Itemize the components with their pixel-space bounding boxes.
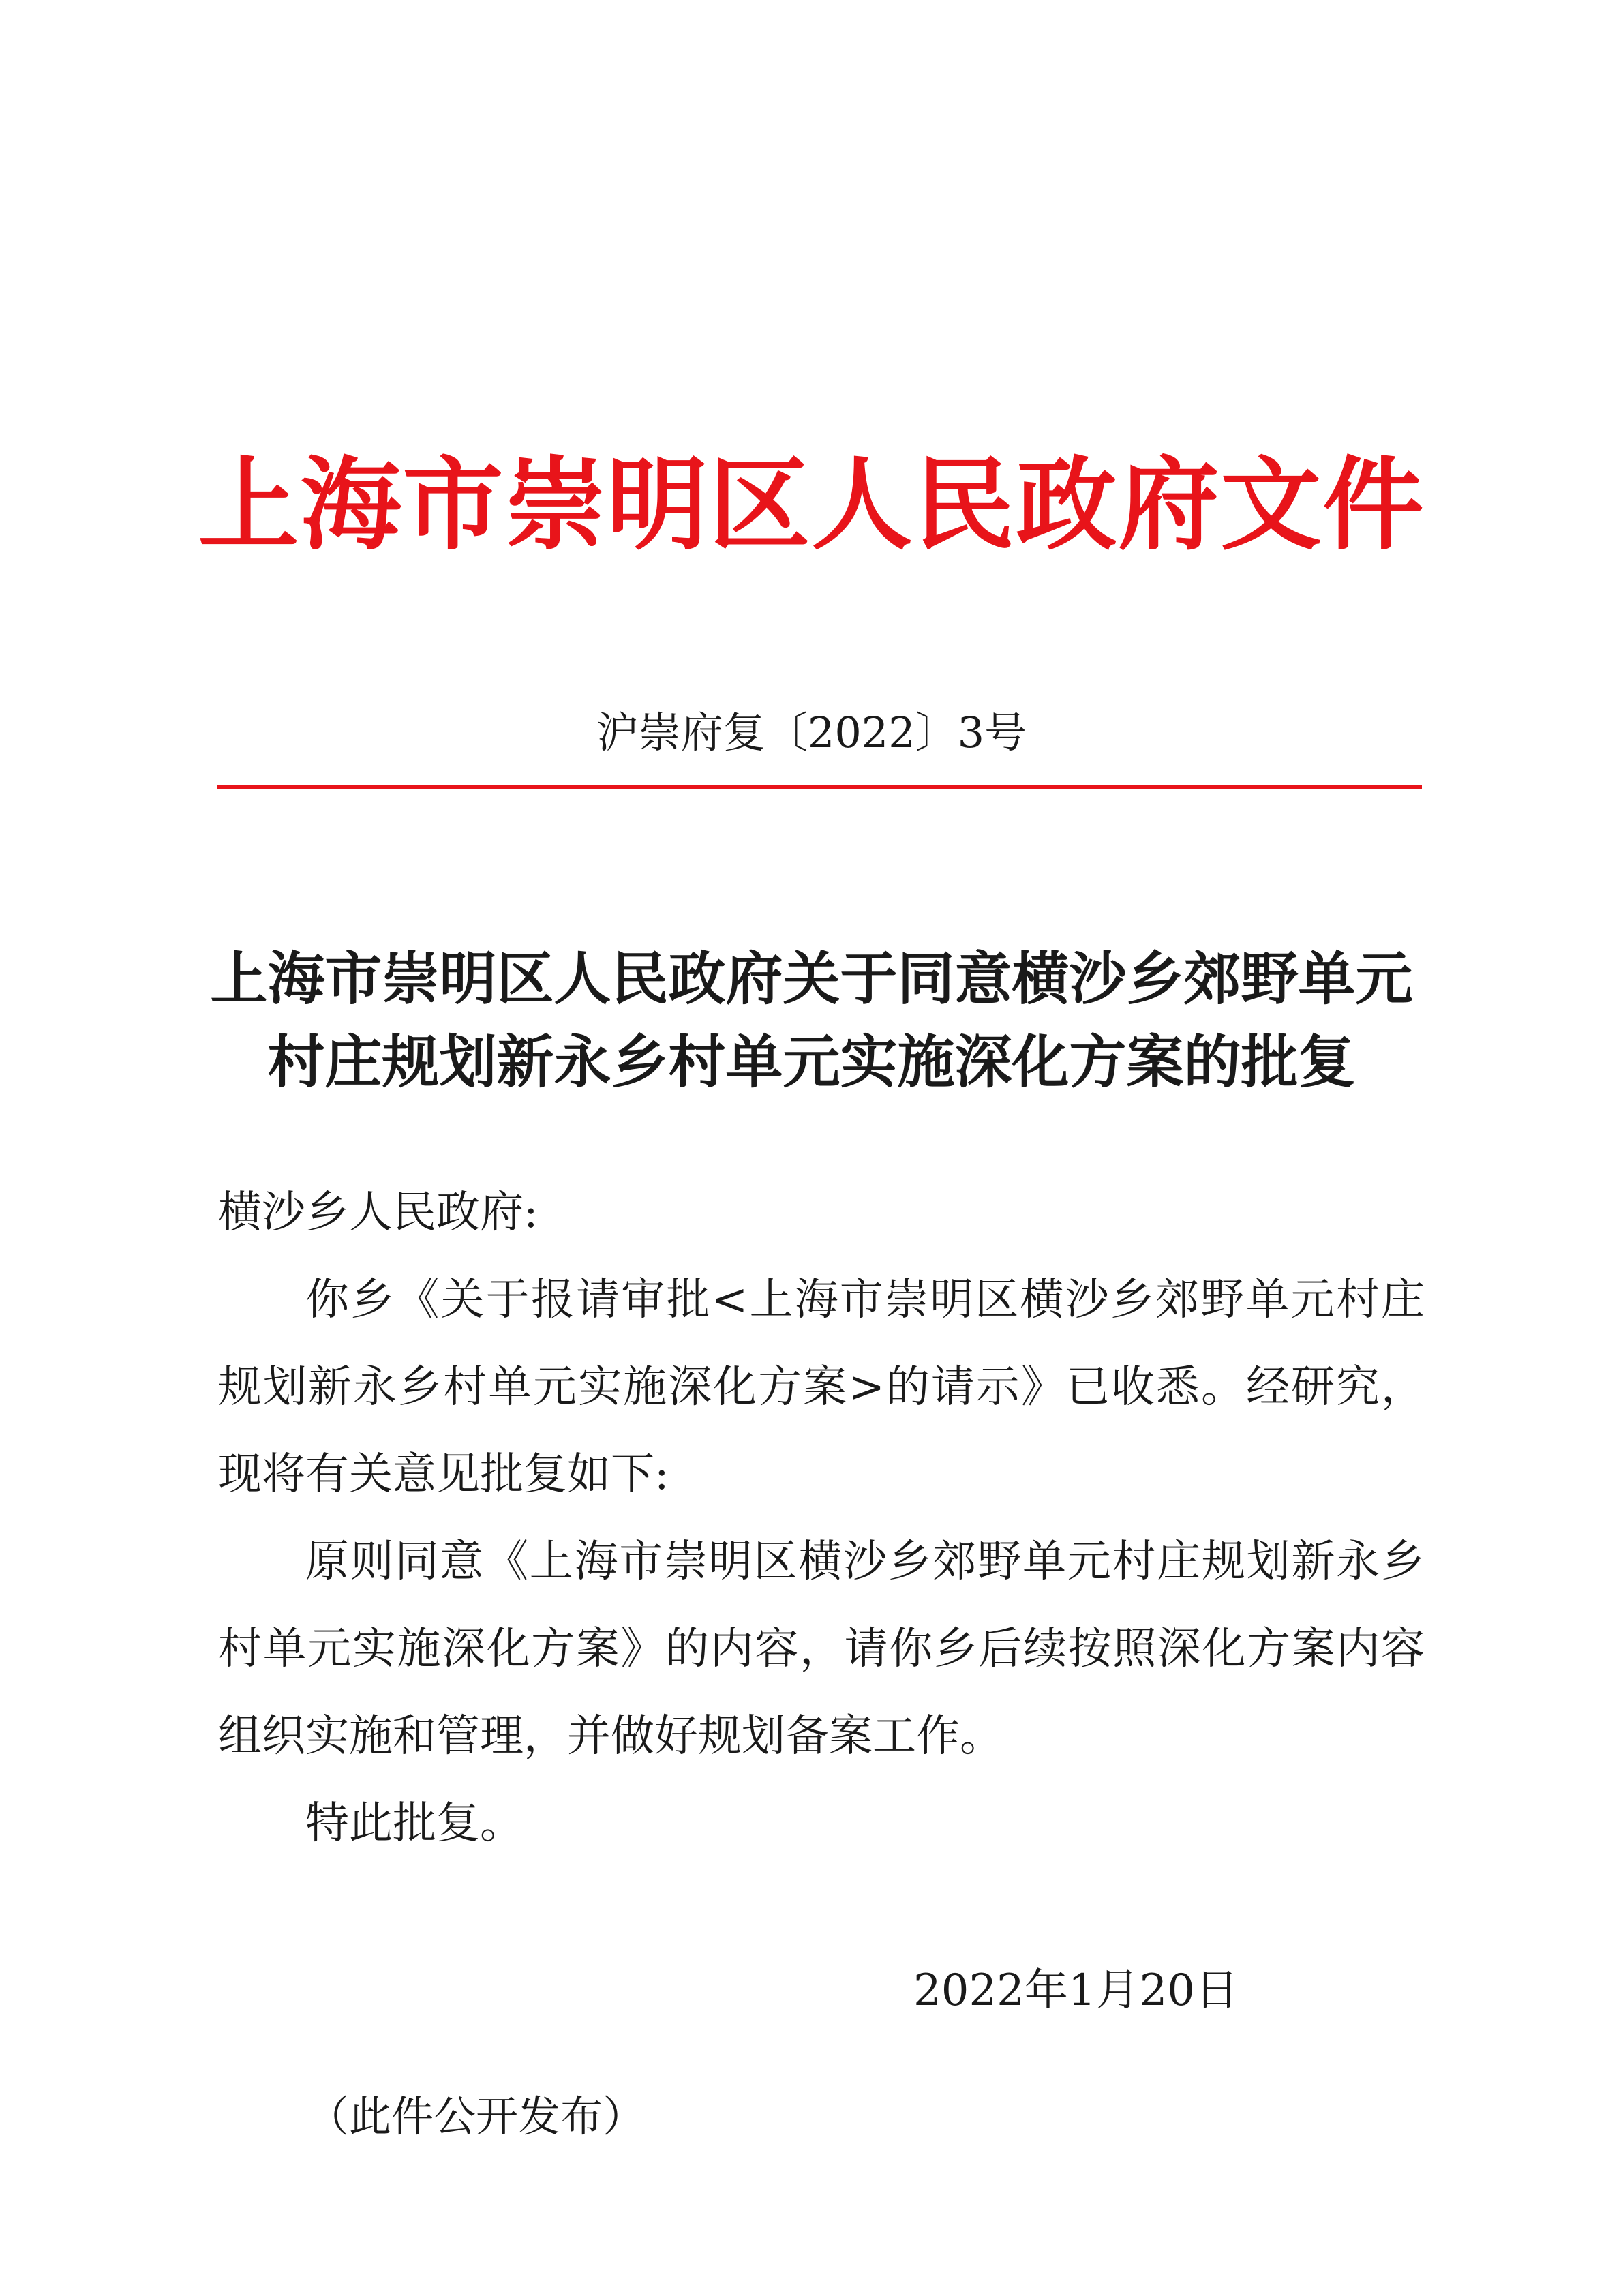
publication-note: （此件公开发布） — [307, 2091, 646, 2141]
body-paragraph-3: 特此批复。 — [305, 1798, 524, 1849]
body-paragraph-2: 原则同意《上海市崇明区横沙乡郊野单元村庄规划新永乡村单元实施深化方案》的内容，请你乡后续按照深化方案内容组织实施和管理，并做好规划备案工作。 — [218, 1537, 1425, 1762]
salutation: 横沙乡人民政府: — [218, 1188, 539, 1238]
title-line-2: 村庄规划新永乡村单元实施深化方案的批复 — [267, 1028, 1356, 1096]
issue-date: 2022年1月20日 — [913, 1965, 1239, 2016]
document-title — [191, 937, 1432, 1104]
title-line-1: 上海市崇明区人民政府关于同意横沙乡郊野单元 — [210, 945, 1413, 1012]
document-masthead: 上海市崇明区人民政府文件 — [198, 445, 1425, 564]
body-paragraph-1: 你乡《关于报请审批<上海市崇明区横沙乡郊野单元村庄规划新永乡村单元实施深化方案>的请示》已收悉。经研究，现将有关意见批复如下: — [218, 1275, 1425, 1500]
red-separator-rule — [217, 785, 1422, 789]
document-number: 沪崇府复〔2022〕3号 — [596, 708, 1027, 757]
